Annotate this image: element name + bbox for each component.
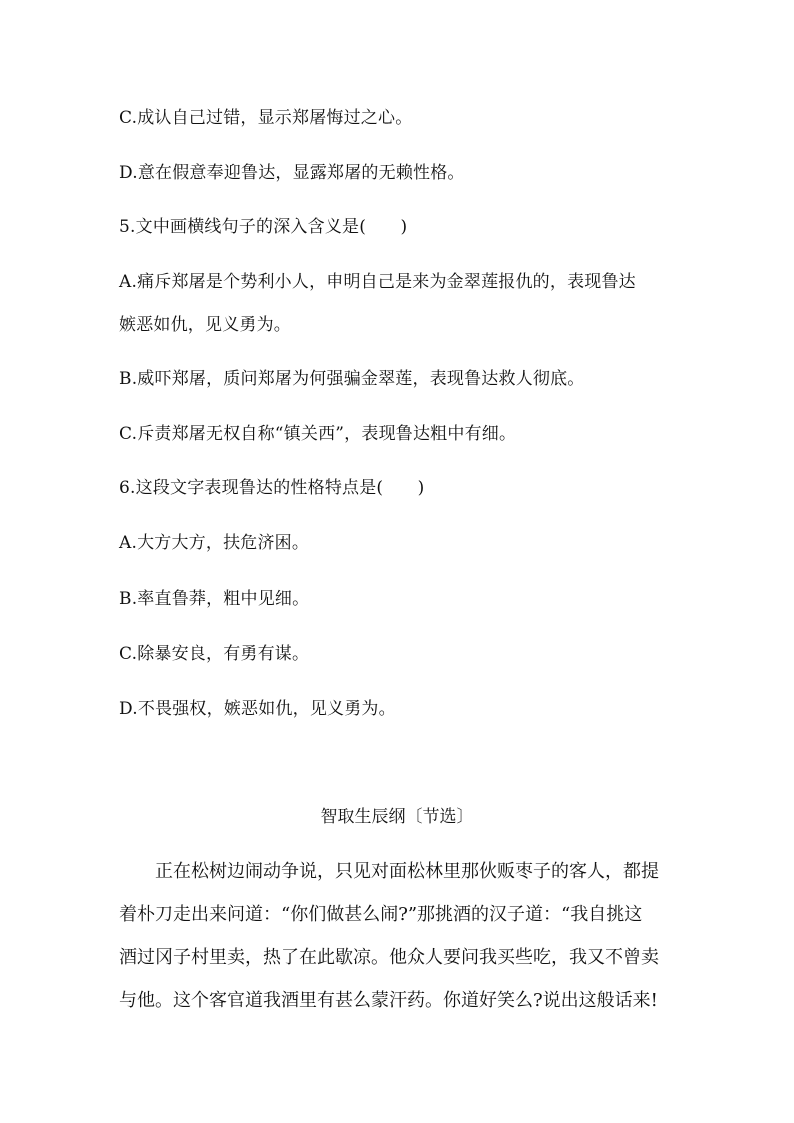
passage-line-3: 酒过冈子村里卖，热了在此歇凉。他众人要问我买些吃，我又不曾卖 <box>119 947 659 968</box>
option-a-q6: A.大方大方，扶危济困。 <box>119 533 310 553</box>
option-b-q5: B.威吓郑屠，质问郑屠为何强骗金翠莲，表现鲁达救人彻底。 <box>119 369 585 389</box>
option-c-q4: C.成认自己过错，显示郑屠悔过之心。 <box>119 108 413 128</box>
passage-line-1: 正在松树边闹动争说，只见对面松林里那伙贩枣子的客人，都提 <box>155 861 659 882</box>
question-6: 6.这段文字表现鲁达的性格特点是( ) <box>119 478 425 498</box>
option-d-q6: D.不畏强权，嫉恶如仇，见义勇为。 <box>119 699 396 719</box>
option-b-q6: B.率直鲁莽，粗中见细。 <box>119 589 310 609</box>
option-c-q6: C.除暴安良，有勇有谋。 <box>119 644 310 664</box>
passage-line-4: 与他。这个客官道我酒里有甚么蒙汗药。你道好笑么?说出这般话来! <box>119 990 658 1011</box>
passage-line-2: 着朴刀走出来问道：“你们做甚么闹?”那挑酒的汉子道：“我自挑这 <box>119 904 643 925</box>
option-c-q5: C.斥责郑屠无权自称“镇关西”，表现鲁达粗中有细。 <box>119 424 517 444</box>
option-d-q4: D.意在假意奉迎鲁达，显露郑屠的无赖性格。 <box>119 163 465 183</box>
passage-title: 智取生辰纲〔节选〕 <box>320 807 474 827</box>
option-a-q5-line2: 嫉恶如仇，见义勇为。 <box>119 315 291 335</box>
question-5: 5.文中画横线句子的深入含义是( ) <box>119 217 408 237</box>
option-a-q5-line1: A.痛斥郑屠是个势利小人，申明自己是来为金翠莲报仇的，表现鲁达 <box>119 272 636 292</box>
